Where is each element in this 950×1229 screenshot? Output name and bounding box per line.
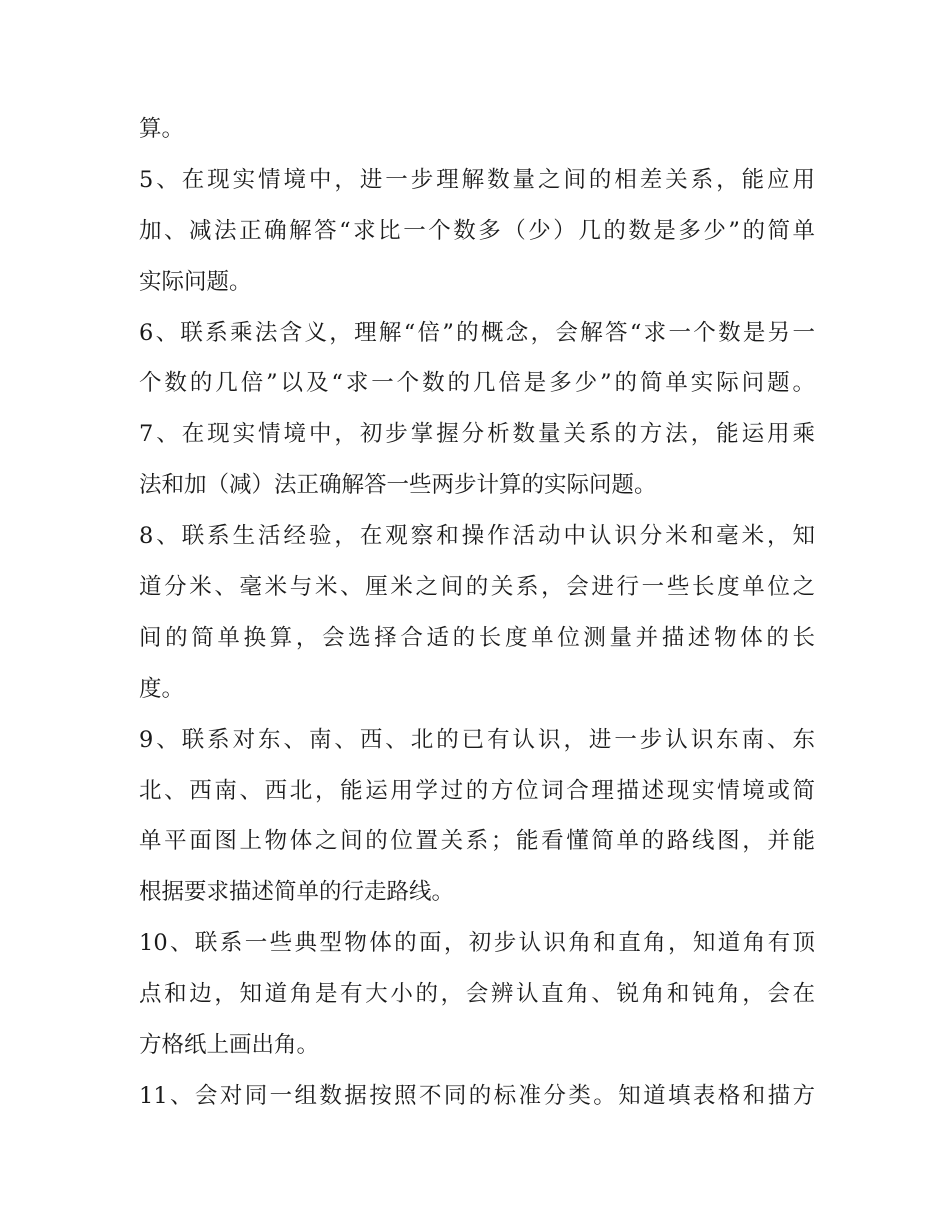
text-line: 5、在现实情境中，进一步理解数量之间的相差关系，能应用: [139, 166, 815, 193]
document-body: [139, 104, 815, 1122]
text-line: 个数的几倍”以及“求一个数的几倍是多少”的简单实际问题。: [139, 370, 815, 397]
text-line: 6、联系乘法含义，理解“倍”的概念，会解答“求一个数是另一: [139, 319, 815, 346]
text-line: 实际问题。: [139, 268, 252, 295]
text-line: 根据要求描述简单的行走路线。: [139, 879, 455, 906]
text-line: 9、联系对东、南、西、北的已有认识，进一步认识东南、东: [139, 726, 815, 753]
text-line: 北、西南、西北，能运用学过的方位词合理描述现实情境或简: [139, 777, 815, 804]
text-line: 点和边，知道角是有大小的，会辨认直角、锐角和钝角，会在: [139, 981, 815, 1008]
text-line: 8、联系生活经验，在观察和操作活动中认识分米和毫米，知: [139, 523, 815, 550]
text-line: 道分米、毫米与米、厘米之间的关系，会进行一些长度单位之: [139, 574, 815, 601]
text-line: 单平面图上物体之间的位置关系；能看懂简单的路线图，并能: [139, 828, 815, 855]
text-line: 10、联系一些典型物体的面，初步认识角和直角，知道角有顶: [139, 930, 815, 957]
text-line: 度。: [139, 675, 185, 702]
text-line: 算。: [139, 116, 185, 142]
text-line: 加、减法正确解答“求比一个数多（少）几的数是多少”的简单: [139, 217, 815, 244]
text-line: 法和加（减）法正确解答一些两步计算的实际问题。: [139, 472, 657, 499]
text-line: 方格纸上画出角。: [139, 1032, 320, 1059]
text-line: 间的简单换算，会选择合适的长度单位测量并描述物体的长: [139, 624, 815, 651]
text-line: 11、会对同一组数据按照不同的标准分类。知道填表格和描方: [139, 1082, 815, 1109]
text-line: 7、在现实情境中，初步掌握分析数量关系的方法，能运用乘: [139, 421, 815, 448]
